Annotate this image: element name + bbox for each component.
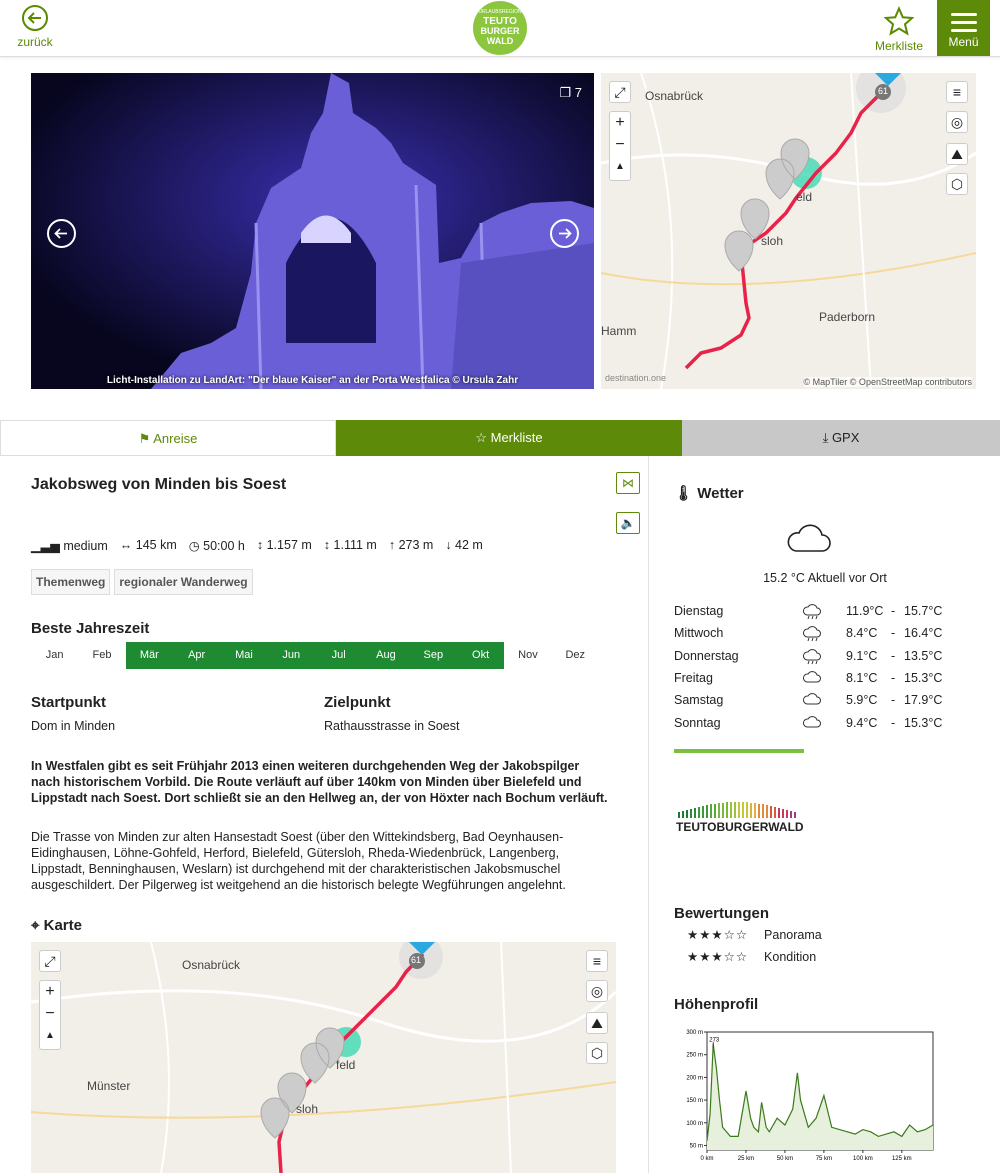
menu-button[interactable] <box>937 0 990 56</box>
descent-icon: ↕ <box>323 538 334 552</box>
compass-icon[interactable]: ▲ <box>45 1030 55 1041</box>
logo-bar <box>698 807 700 818</box>
tab-gpx-label: GPX <box>831 430 860 445</box>
y-tick-label: 50 m <box>689 1143 703 1150</box>
star-icon: ☆ <box>475 430 491 445</box>
image-count <box>559 85 582 101</box>
logo-line2: BURGER <box>480 26 520 36</box>
map-attribution[interactable]: © MapTiler © OpenStreetMap contributors <box>803 377 972 387</box>
forecast-max: 17.9°C <box>904 693 943 708</box>
place-label: Osnabrück <box>182 958 241 972</box>
ratings-heading: Bewertungen <box>674 905 770 922</box>
zoom-out-button[interactable]: − <box>45 1005 55 1022</box>
place-label: Osnabrück <box>645 89 704 103</box>
clock-icon: ◷ <box>188 539 204 553</box>
image-count-value: 7 <box>574 85 582 100</box>
share-button[interactable] <box>616 472 640 494</box>
expand-icon: ⤢ <box>44 952 56 969</box>
logo-bar <box>762 804 764 818</box>
tour-stats <box>31 538 483 553</box>
month-active: Mär <box>126 642 173 669</box>
logo-bar <box>734 802 736 818</box>
3d-button[interactable] <box>586 1042 608 1064</box>
y-tick-label: 100 m <box>686 1120 703 1127</box>
sidebar <box>648 456 1000 1173</box>
start-heading: Startpunkt <box>31 694 106 711</box>
forecast-max: 15.3°C <box>904 670 943 685</box>
x-tick-label: 25 km <box>737 1156 755 1162</box>
locate-button[interactable] <box>946 111 968 133</box>
locate-button[interactable] <box>586 980 608 1002</box>
x-tick-label: 75 km <box>815 1156 833 1162</box>
logo-line3: WALD <box>486 36 514 46</box>
arrow-up-icon: ↑ <box>388 538 399 552</box>
logo-bar <box>714 804 716 818</box>
target-icon: ◎ <box>590 982 604 999</box>
forecast-max: 15.3°C <box>904 715 943 730</box>
forecast-min: 11.9°C <box>846 604 884 618</box>
intro-text: In Westfalen gibt es seit Frühjahr 2013 einen weiteren durchgehenden Weg der Jakobspilger nach historischem Vorbild. Die Route verläuft auf über 140km von Minden über Bielefeld und Lippstadt nach Soest. Dort schließt sie an den Hellweg an, der von Höxter nach Bochum verläuft. <box>31 759 608 805</box>
speaker-icon: 🔈 <box>620 516 636 530</box>
forecast-min: 9.1°C <box>846 648 878 663</box>
logo-bar <box>746 802 748 818</box>
cube-icon: ⬡ <box>950 175 964 192</box>
overview-map[interactable] <box>601 73 976 389</box>
forecast-min: 8.4°C <box>846 626 878 641</box>
tab-merkliste[interactable] <box>336 420 682 456</box>
place-label: sloh <box>296 1102 319 1116</box>
distance-icon: ↔ <box>119 538 136 552</box>
place-label: 61 <box>411 955 422 965</box>
x-tick-label: 125 km <box>891 1156 912 1162</box>
y-tick-label: 300 m <box>686 1030 703 1036</box>
divider <box>674 749 804 753</box>
stat-ascent: ↕ 1.157 m <box>256 538 312 552</box>
forecast-day: Dienstag <box>674 604 724 618</box>
gallery-next-button[interactable] <box>550 219 579 248</box>
month-active: Mai <box>220 642 267 669</box>
logo-bar <box>754 803 756 818</box>
download-icon: ⤓ <box>822 430 832 445</box>
cloud-icon <box>802 716 822 735</box>
rain-cloud-icon <box>802 604 822 623</box>
logo-bar <box>782 809 784 818</box>
tag[interactable]: Themenweg <box>31 569 110 595</box>
logo-bar <box>690 809 692 818</box>
current-temperature: 15.2 °C Aktuell vor Ort <box>763 571 887 585</box>
y-tick-label: 150 m <box>686 1098 703 1105</box>
fullscreen-button[interactable] <box>39 950 61 972</box>
logo-bar <box>726 802 728 818</box>
hamburger-icon <box>937 0 990 32</box>
tag-list <box>31 569 253 595</box>
gallery-prev-button[interactable] <box>47 219 76 248</box>
audio-button[interactable] <box>616 512 640 534</box>
logo-bar <box>750 803 752 818</box>
mountain-icon: ⛰ <box>951 145 963 162</box>
logo-bar <box>702 806 704 818</box>
forecast-day: Mittwoch <box>674 626 724 641</box>
tour-title: Jakobsweg von Minden bis Soest <box>31 476 287 493</box>
zoom-in-button[interactable]: + <box>615 114 625 131</box>
rating-kondition <box>687 949 816 964</box>
month-active: Okt <box>457 642 504 669</box>
month: Dez <box>565 649 586 661</box>
forecast-day: Sonntag <box>674 715 721 730</box>
menu-label: Menü <box>948 35 979 49</box>
map-canvas <box>601 73 976 389</box>
logo-line1: TEUTO <box>483 16 517 27</box>
zoom-control[interactable] <box>39 980 61 1050</box>
cube-icon: ⬡ <box>590 1044 604 1061</box>
logo-bar <box>730 802 732 818</box>
tour-details <box>0 456 648 1173</box>
terrain-button[interactable] <box>586 1012 608 1034</box>
fullscreen-button[interactable] <box>609 81 631 103</box>
terrain-button[interactable] <box>946 143 968 165</box>
arrow-right-icon <box>552 221 577 246</box>
logo-bar <box>738 802 740 818</box>
logo-bar <box>758 804 760 818</box>
back-button[interactable] <box>12 4 58 49</box>
forecast-day: Freitag <box>674 670 713 685</box>
peak-label: 273 <box>709 1037 720 1044</box>
logo-bar <box>794 812 796 818</box>
stat-difficulty: ▁▃▅ medium <box>31 539 108 553</box>
signpost-icon: ⚑ <box>138 431 154 446</box>
forecast-max: 16.4°C <box>904 626 943 641</box>
mountain-icon: ⛰ <box>591 1014 603 1031</box>
arrow-left-icon <box>49 221 74 246</box>
x-tick-label: 50 km <box>776 1156 794 1162</box>
map-brand: destination.one <box>605 373 667 383</box>
3d-button[interactable] <box>946 173 968 195</box>
forecast-sep: - <box>891 604 896 618</box>
rating-panorama <box>687 927 822 942</box>
thermometer-icon: 🌡 <box>674 485 698 502</box>
logo-bar <box>722 803 724 818</box>
logo-bar <box>706 805 708 818</box>
forecast-sep: - <box>891 693 896 708</box>
logo-top-text: URLAUBSREGION <box>478 9 522 15</box>
signal-icon: ▁▃▅ <box>31 539 64 553</box>
ascent-icon: ↕ <box>256 538 267 552</box>
month-active: Jul <box>315 642 362 669</box>
forecast-sep: - <box>891 648 896 663</box>
x-tick-label: 0 km <box>700 1156 714 1162</box>
brand-logo-text: TEUTOBURGERWALD <box>676 820 804 834</box>
action-tabs <box>0 420 1000 456</box>
forecast-min: 8.1°C <box>846 670 878 685</box>
photo-gallery[interactable] <box>31 73 594 389</box>
teutoburger-wald-logo[interactable] <box>471 0 529 56</box>
place-label: Münster <box>87 1079 131 1093</box>
stars: ★★★☆☆ <box>687 950 749 964</box>
logo-bar <box>778 808 780 818</box>
place-label: sloh <box>761 234 784 248</box>
gallery-icon: ❐ <box>559 85 575 100</box>
month-active: Jun <box>268 642 315 669</box>
rating-label: Kondition <box>764 950 817 964</box>
expand-icon: ⤢ <box>614 83 626 100</box>
month: Feb <box>92 649 112 661</box>
month: Jan <box>45 649 64 661</box>
tab-anreise[interactable] <box>0 420 336 456</box>
cloud-icon <box>786 522 832 554</box>
logo-bar <box>718 803 720 818</box>
logo-bar <box>682 811 684 818</box>
forecast-day: Samstag <box>674 693 724 708</box>
layers-icon: ≡ <box>592 953 602 969</box>
stat-descent: ↕ 1.111 m <box>323 538 377 552</box>
rain-cloud-icon <box>802 626 822 645</box>
place-label: 61 <box>878 86 889 96</box>
share-icon: ⋈ <box>622 476 634 490</box>
teutoburgerwald-logo[interactable] <box>674 796 804 841</box>
start-point: Dom in Minden <box>31 719 116 733</box>
stat-min-alt: ↓ 42 m <box>445 538 483 552</box>
month-active: Apr <box>173 642 220 669</box>
month-active: Aug <box>362 642 409 669</box>
zoom-control[interactable] <box>609 111 631 181</box>
end-point: Rathausstrasse in Soest <box>324 719 460 733</box>
layers-icon: ≡ <box>952 84 962 100</box>
place-label: Hamm <box>601 324 637 338</box>
rating-label: Panorama <box>764 928 822 942</box>
tab-merkliste-label: Merkliste <box>490 430 543 445</box>
x-tick-label: 100 km <box>853 1156 873 1162</box>
forecast-min: 9.4°C <box>846 715 878 730</box>
logo-bar <box>790 811 792 818</box>
header <box>0 0 1000 57</box>
logo-bar <box>742 802 744 818</box>
merkliste-header-button[interactable] <box>868 6 930 53</box>
tag[interactable]: regionaler Wanderweg <box>114 569 252 595</box>
forecast-min: 5.9°C <box>846 693 878 708</box>
end-heading: Zielpunkt <box>324 694 391 711</box>
month-active: Sep <box>410 642 457 669</box>
month: Nov <box>518 649 538 661</box>
forecast-sep: - <box>891 670 896 685</box>
profile-heading: Höhenprofil <box>674 996 759 1013</box>
logo-bar <box>678 812 680 818</box>
rain-cloud-icon <box>802 649 822 668</box>
logo-bar <box>770 806 772 818</box>
forecast-max: 13.5°C <box>904 648 943 663</box>
monument-image <box>31 73 594 389</box>
tab-gpx[interactable] <box>682 420 1000 456</box>
stars: ★★★☆☆ <box>687 928 749 942</box>
stat-distance: ↔ 145 km <box>119 538 177 552</box>
pin-icon: ⌖ <box>31 917 44 934</box>
route-map-canvas <box>31 942 616 1173</box>
arrow-down-icon: ↓ <box>445 538 456 552</box>
stat-max-alt: ↑ 273 m <box>388 538 434 552</box>
logo-bar <box>766 805 768 818</box>
body-text: Die Trasse von Minden zur alten Hansestadt Soest (über den Wittekindsberg, Bad Oeynhausen-Eidinghausen, Löhne-Gohfeld, Herford, Bielefeld, Gütersloh, Rheda-Wiedenbrück, Langenberg, Lippstadt, Benninghausen, Weslarn) ist durchgehend mit der charakteristischen Jakobsmuschel ausgeschildert. Der Pilgerweg ist weitgehend an die historisch belegte Wegführungen angelehnt. <box>31 830 566 892</box>
compass-icon[interactable]: ▲ <box>615 161 625 172</box>
photo-caption: Licht-Installation zu LandArt: "Der blaue Kaiser" an der Porta Westfalica © Ursula Zahr <box>106 375 519 386</box>
weather-heading: 🌡 Wetter <box>674 485 744 502</box>
y-tick-label: 250 m <box>686 1052 703 1059</box>
tab-anreise-label: Anreise <box>153 431 198 446</box>
stat-duration: ◷ 50:00 h <box>188 539 245 553</box>
forecast-day: Donnerstag <box>674 648 739 663</box>
layers-button[interactable] <box>946 81 968 103</box>
logo-bar <box>694 808 696 818</box>
star-icon <box>884 6 914 36</box>
place-label: feld <box>336 1058 356 1072</box>
cloud-icon <box>802 693 822 712</box>
y-tick-label: 200 m <box>686 1075 703 1082</box>
season-heading: Beste Jahreszeit <box>31 620 150 637</box>
zoom-out-button[interactable]: − <box>615 136 625 153</box>
zoom-in-button[interactable]: + <box>45 983 55 1000</box>
place-label: eld <box>796 190 813 204</box>
place-label: Paderborn <box>819 310 876 324</box>
merkliste-label: Merkliste <box>874 39 923 53</box>
forecast-max: 15.7°C <box>904 604 943 618</box>
logo-bar <box>774 807 776 818</box>
map-heading: ⌖ Karte <box>31 917 82 934</box>
back-label: zurück <box>17 35 53 49</box>
target-icon: ◎ <box>950 113 964 130</box>
layers-button[interactable] <box>586 950 608 972</box>
cloud-icon <box>802 671 822 690</box>
logo-bar <box>710 804 712 818</box>
arrow-left-icon <box>21 4 49 32</box>
logo-bar <box>686 810 688 818</box>
route-map[interactable] <box>31 942 616 1173</box>
elevation-profile-chart[interactable] <box>671 1026 941 1166</box>
forecast-sep: - <box>891 715 896 730</box>
season-months <box>31 642 599 669</box>
forecast-sep: - <box>891 626 896 641</box>
logo-bar <box>786 810 788 818</box>
